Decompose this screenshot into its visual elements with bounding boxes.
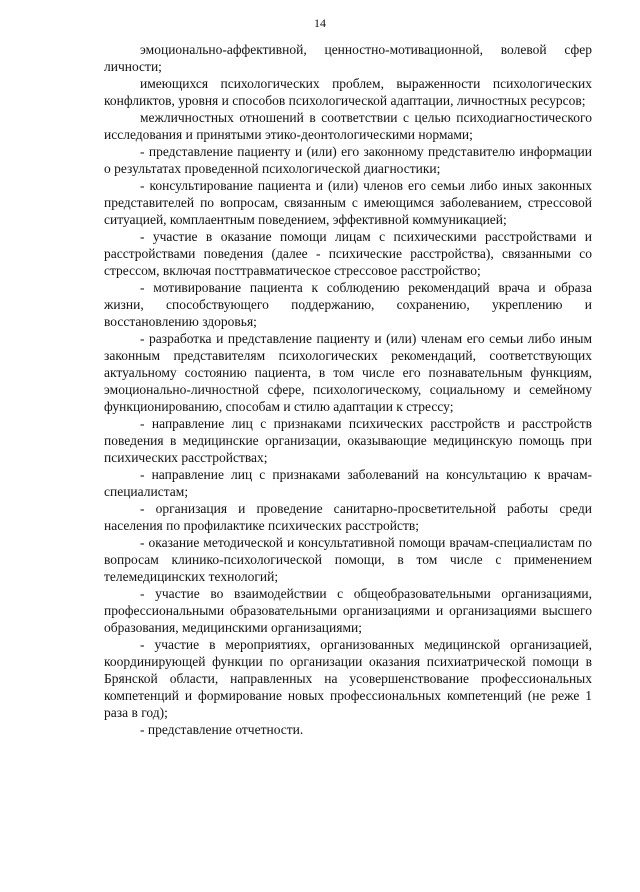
paragraph-interaction: - участие во взаимодействии с общеобразовательными организациями, профессиональными образовательными организациями и организациями высшего образования, медицинскими организациями;	[104, 586, 592, 635]
paragraph-diagnostic-results: - представление пациенту и (или) его законному представителю информации о результатах проведенной психологической диагностики;	[104, 144, 592, 176]
paragraph-methodical-help: - оказание методической и консультативной помощи врачам-специалистам по вопросам клинико-психологической помощи, в том числе с применением телемедицинских технологий;	[104, 535, 592, 584]
document-body	[104, 41, 592, 738]
paragraph-interpersonal-relations: межличностных отношений в соответствии с целью психодиагностического исследования и принятыми этико-деонтологическими нормами;	[104, 110, 592, 142]
paragraph-education-work: - организация и проведение санитарно-просветительной работы среди населения по профилактике психических расстройств;	[104, 501, 592, 533]
paragraph-recommendations: - разработка и представление пациенту и (или) членам его семьи либо иным законным представителям психологических рекомендаций, соответствующих актуальному состоянию пациента, в том числе его познавательным функциям, эмоционально-личностной сфере, психологическому, социальному и семейному функционированию, способам и стилю адаптации к стрессу;	[104, 331, 592, 414]
paragraph-psychological-problems: имеющихся психологических проблем, выраженности психологических конфликтов, уровня и способов психологической адаптации, личностных ресурсов;	[104, 76, 592, 108]
paragraph-motivation: - мотивирование пациента к соблюдению рекомендаций врача и образа жизни, способствующего поддержанию, сохранению, укреплению и восстановлению здоровья;	[104, 280, 592, 329]
paragraph-counseling: - консультирование пациента и (или) членов его семьи либо иных законных представителей по вопросам, связанным с имеющимся заболеванием, стрессовой ситуацией, комплаентным поведением, эффективной коммуникацией;	[104, 178, 592, 227]
paragraph-referral-psychiatric: - направление лиц с признаками психических расстройств и расстройств поведения в медицинские организации, оказывающие медицинскую помощь при психических расстройствах;	[104, 416, 592, 465]
paragraph-stress-disorders: - участие в оказание помощи лицам с психическими расстройствами и расстройствами поведения (далее - психические расстройства), связанными со стрессом, включая посттравматическое стрессовое расстройство;	[104, 229, 592, 278]
page-number: 14	[314, 16, 326, 30]
paragraph-emotional-sphere: эмоционально-аффективной, ценностно-мотивационной, волевой сфер личности;	[104, 42, 592, 74]
paragraph-reporting: - представление отчетности.	[140, 722, 304, 737]
paragraph-referral-specialists: - направление лиц с признаками заболеваний на консультацию к врачам-специалистам;	[104, 467, 592, 499]
paragraph-events: - участие в мероприятиях, организованных медицинской организацией, координирующей функции по организации оказания психиатрической помощи в Брянской области, направленных на усовершенствование профессиональных компетенций и формирование новых профессиональных компетенций (не реже 1 раза в год);	[104, 637, 592, 720]
